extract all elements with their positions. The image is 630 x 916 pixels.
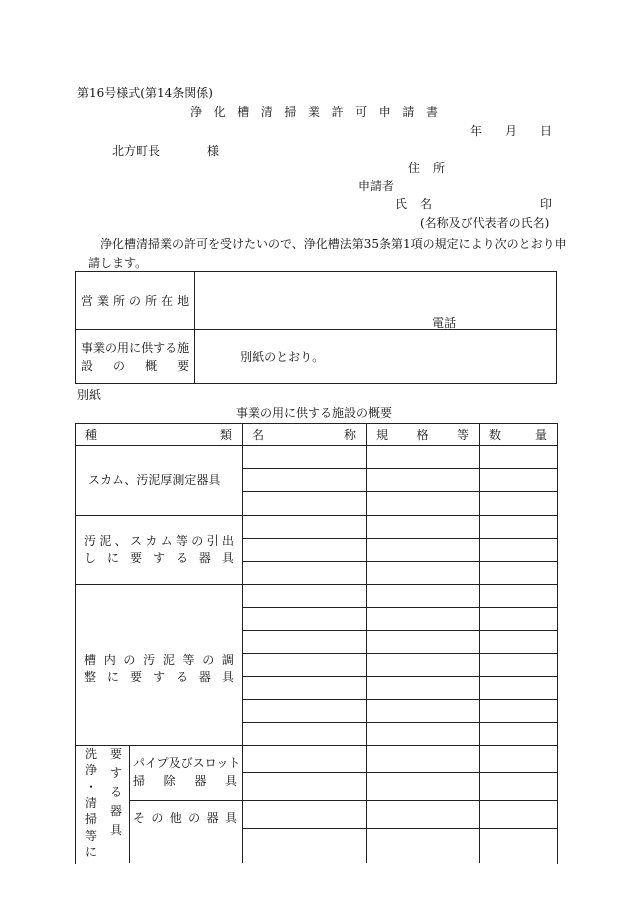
date-year: 年: [470, 124, 483, 138]
body-text-line2: 請します。: [88, 256, 148, 270]
form-number: 第16号様式(第14条関係): [77, 86, 213, 100]
addressee: 北方町長: [112, 144, 161, 158]
name-note: (名称及び代表者の氏名): [420, 216, 550, 230]
category-sludge-extraction-line1: 汚 泥 、 ス カ ム 等 の 引 出: [84, 534, 234, 548]
header-type: 種 類: [85, 428, 232, 442]
document-title: 浄 化 槽 清 掃 業 許 可 申 請 書: [190, 105, 438, 119]
subcategory-pipe-slot-line1: パイプ及びスロット: [133, 756, 241, 770]
seal-mark: 印: [540, 197, 553, 211]
honorific: 様: [207, 144, 220, 158]
facility-label-line2: 設 の 概 要: [81, 358, 190, 373]
category-sludge-adjustment-line2: 整 に 要 す る 器 具: [84, 670, 234, 684]
annex-title: 事業の用に供する施設の概要: [236, 406, 393, 420]
category-sludge-extraction-line2: し に 要 す る 器 具: [84, 551, 234, 565]
header-qty: 数 量: [489, 428, 547, 442]
phone-label: 電話: [432, 316, 457, 330]
category-cleaning-col1: 洗 浄 ・ 清 掃 等 に: [84, 747, 97, 859]
header-name: 名 称: [252, 428, 356, 442]
category-scum-measuring: スカム、汚泥厚測定器具: [88, 473, 221, 487]
category-sludge-adjustment-line1: 槽 内 の 汚 泥 等 の 調: [84, 653, 234, 667]
subcategory-other: そ の 他 の 器 具: [133, 811, 237, 825]
body-text-line1: 浄化槽清掃業の許可を受けたいので、浄化槽法第35条第1項の規定により次のとおり申: [100, 237, 567, 251]
office-location-label: 営 業 所 の 所 在 地: [81, 294, 190, 308]
name-label: 氏 名: [395, 197, 432, 211]
subcategory-pipe-slot-line2: 掃 除 器 具: [133, 774, 237, 788]
header-spec: 規 格 等: [376, 428, 469, 442]
facility-value: 別紙のとおり。: [240, 350, 325, 364]
date-month: 月: [505, 124, 518, 138]
address-label: 住 所: [408, 161, 445, 175]
facility-label-line1: 事 業 の 用 に 供 す る 施: [81, 340, 190, 355]
annex-label: 別紙: [77, 388, 102, 402]
date-day: 日: [540, 124, 553, 138]
applicant-label: 申請者: [358, 179, 395, 193]
category-cleaning-col2: 要 す る 器 具: [109, 747, 122, 837]
